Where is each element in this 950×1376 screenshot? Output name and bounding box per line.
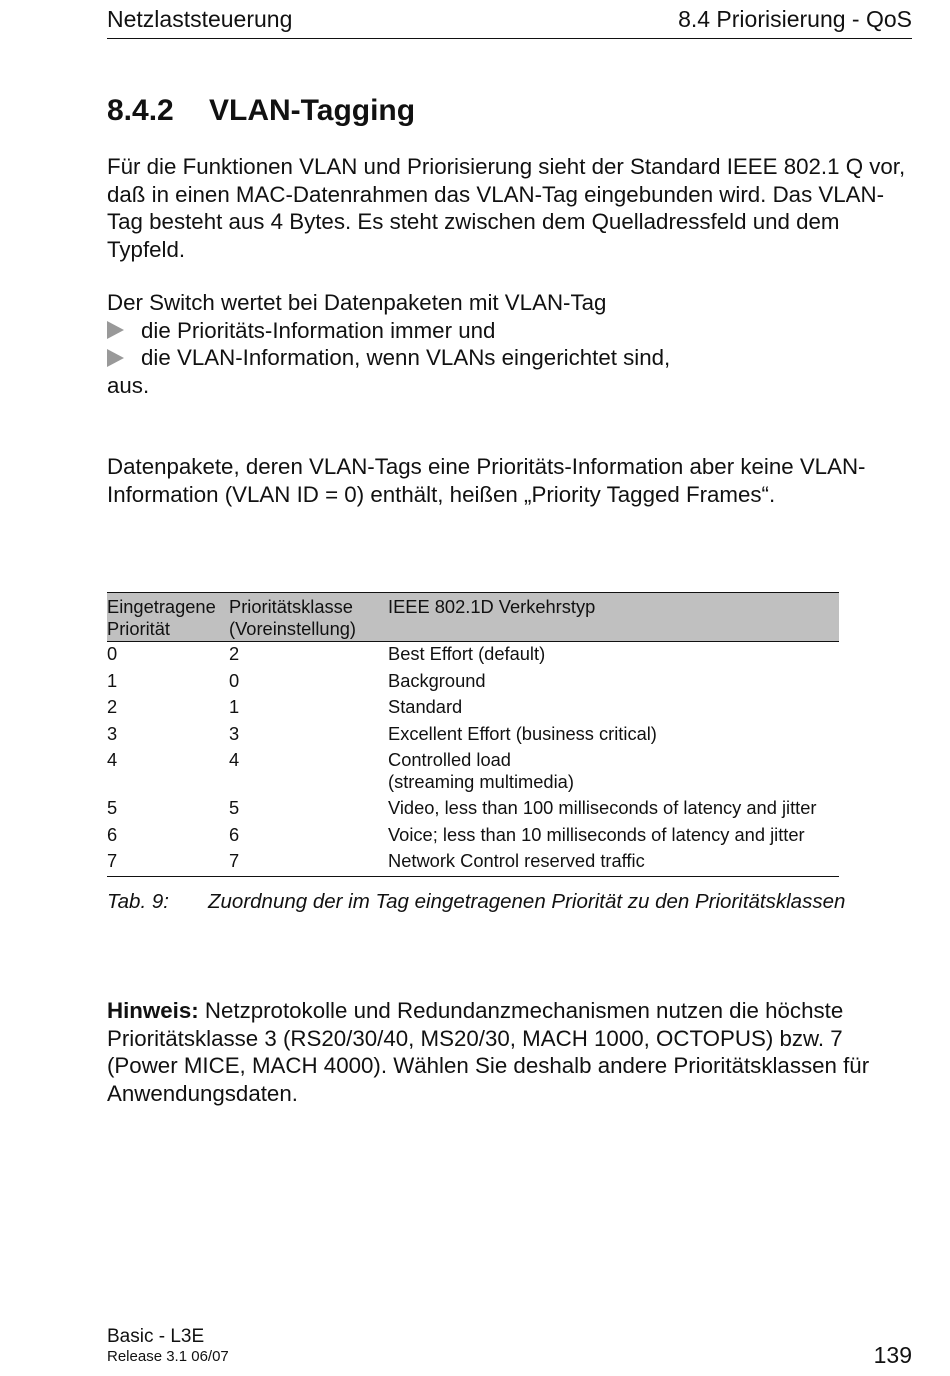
cell-traffic-type bbox=[388, 722, 839, 749]
table-row bbox=[107, 796, 839, 823]
header-chapter: Netzlaststeuerung bbox=[107, 6, 293, 32]
table-row bbox=[107, 849, 839, 876]
section-title: VLAN-Tagging bbox=[209, 94, 416, 127]
cell-class: 1 bbox=[229, 696, 240, 717]
cell-class: 3 bbox=[229, 722, 240, 744]
header-section: 8.4 Priorisierung - QoS bbox=[678, 6, 912, 32]
paragraph-outro-line: aus. bbox=[107, 372, 150, 398]
column-header-class bbox=[229, 593, 388, 642]
bullet-item bbox=[107, 344, 917, 372]
cell-priority: 6 bbox=[107, 823, 118, 845]
footer-product: Basic - L3E bbox=[107, 1326, 205, 1347]
note-text: Netzprotokolle und Redundanzmechanismen nutzen die höchste Prioritätsklasse 3 (RS20/30/40, MS20/30, MACH 1000, OCTOPUS) bzw. 7 (Power MICE, MACH 4000). Wählen Sie deshalb andere Prioritätsklassen für Anwendungsdaten. bbox=[107, 998, 870, 1106]
note-label: Hinweis: bbox=[107, 998, 199, 1023]
bullet-item bbox=[107, 317, 917, 345]
cell-traffic-type bbox=[388, 823, 839, 850]
table-row bbox=[107, 823, 839, 850]
column-header-traffic-type bbox=[388, 593, 839, 642]
cell-class: 7 bbox=[229, 850, 240, 871]
table-caption bbox=[107, 890, 845, 914]
cell-class: 5 bbox=[229, 797, 240, 818]
header-line: Eingetragene bbox=[107, 596, 216, 617]
table-row bbox=[107, 695, 839, 722]
cell-line: Controlled load bbox=[388, 749, 511, 770]
table-row bbox=[107, 669, 839, 696]
bullet-text: die VLAN-Information, wenn VLANs eingerichtet sind, bbox=[141, 345, 671, 370]
table-header-row bbox=[107, 593, 839, 642]
cell-priority: 0 bbox=[107, 643, 118, 664]
cell-traffic-type bbox=[388, 695, 839, 722]
triangle-bullet-icon bbox=[107, 349, 124, 367]
cell-line: Video, less than 100 milliseconds of latency and jitter bbox=[388, 797, 817, 818]
cell-priority: 5 bbox=[107, 797, 118, 818]
column-header-priority bbox=[107, 593, 229, 642]
cell-class: 4 bbox=[229, 749, 240, 770]
cell-traffic-type bbox=[388, 669, 839, 696]
bullet-text: die Prioritäts-Information immer und bbox=[141, 317, 496, 343]
paragraph-vlan-intro: Für die Funktionen VLAN und Priorisierung sieht der Standard IEEE 802.1 Q vor, daß in einen MAC-Datenrahmen das VLAN-Tag eingebunden wird. Das VLAN-Tag besteht aus 4 Bytes. Es steht zwischen dem Quelladressfeld und dem Typfeld. bbox=[107, 154, 906, 262]
footer-release: Release 3.1 06/07 bbox=[107, 1348, 229, 1365]
paragraph-switch-evaluation bbox=[107, 289, 917, 399]
table-row bbox=[107, 642, 839, 669]
cell-traffic-type bbox=[388, 748, 839, 796]
header-line: Prioritätsklasse bbox=[229, 596, 353, 617]
cell-priority: 7 bbox=[107, 850, 118, 871]
cell-class: 2 bbox=[229, 643, 240, 664]
section-number: 8.4.2 bbox=[107, 94, 174, 127]
cell-traffic-type bbox=[388, 796, 839, 823]
caption-text: Zuordnung der im Tag eingetragenen Priorität zu den Prioritätsklassen bbox=[208, 890, 846, 913]
caption-label: Tab. 9: bbox=[107, 890, 169, 913]
header-line: Priorität bbox=[107, 617, 170, 639]
header-line: (Voreinstellung) bbox=[229, 617, 357, 639]
cell-line: Network Control reserved traffic bbox=[388, 850, 645, 871]
cell-priority: 2 bbox=[107, 696, 118, 717]
paragraph-intro-line: Der Switch wertet bei Datenpaketen mit VLAN-Tag bbox=[107, 290, 607, 315]
triangle-bullet-icon bbox=[107, 321, 124, 339]
cell-line: Voice; less than 10 milliseconds of latency and jitter bbox=[388, 823, 805, 845]
header-line: IEEE 802.1D Verkehrstyp bbox=[388, 596, 596, 617]
cell-class: 6 bbox=[229, 823, 240, 845]
page-number: 139 bbox=[873, 1342, 912, 1368]
table-row bbox=[107, 722, 839, 749]
cell-priority: 3 bbox=[107, 722, 118, 744]
cell-line: Background bbox=[388, 669, 486, 691]
cell-line: Excellent Effort (business critical) bbox=[388, 722, 657, 744]
cell-line: Standard bbox=[388, 696, 463, 717]
priority-table bbox=[107, 592, 839, 877]
cell-priority: 1 bbox=[107, 669, 118, 691]
cell-line: (streaming multimedia) bbox=[388, 770, 574, 792]
section-heading bbox=[107, 94, 415, 128]
cell-class: 0 bbox=[229, 669, 240, 691]
note-paragraph bbox=[107, 997, 917, 1107]
table-row bbox=[107, 748, 839, 796]
table-body bbox=[107, 642, 839, 877]
cell-priority: 4 bbox=[107, 749, 118, 770]
cell-traffic-type bbox=[388, 642, 839, 669]
paragraph-priority-tagged: Datenpakete, deren VLAN-Tags eine Prioritäts-Information aber keine VLAN-Information (VLAN ID = 0) enthält, heißen „Priority Tagged Frames“. bbox=[107, 454, 866, 507]
cell-line: Best Effort (default) bbox=[388, 643, 546, 664]
header-divider bbox=[107, 38, 912, 39]
cell-traffic-type bbox=[388, 849, 839, 876]
